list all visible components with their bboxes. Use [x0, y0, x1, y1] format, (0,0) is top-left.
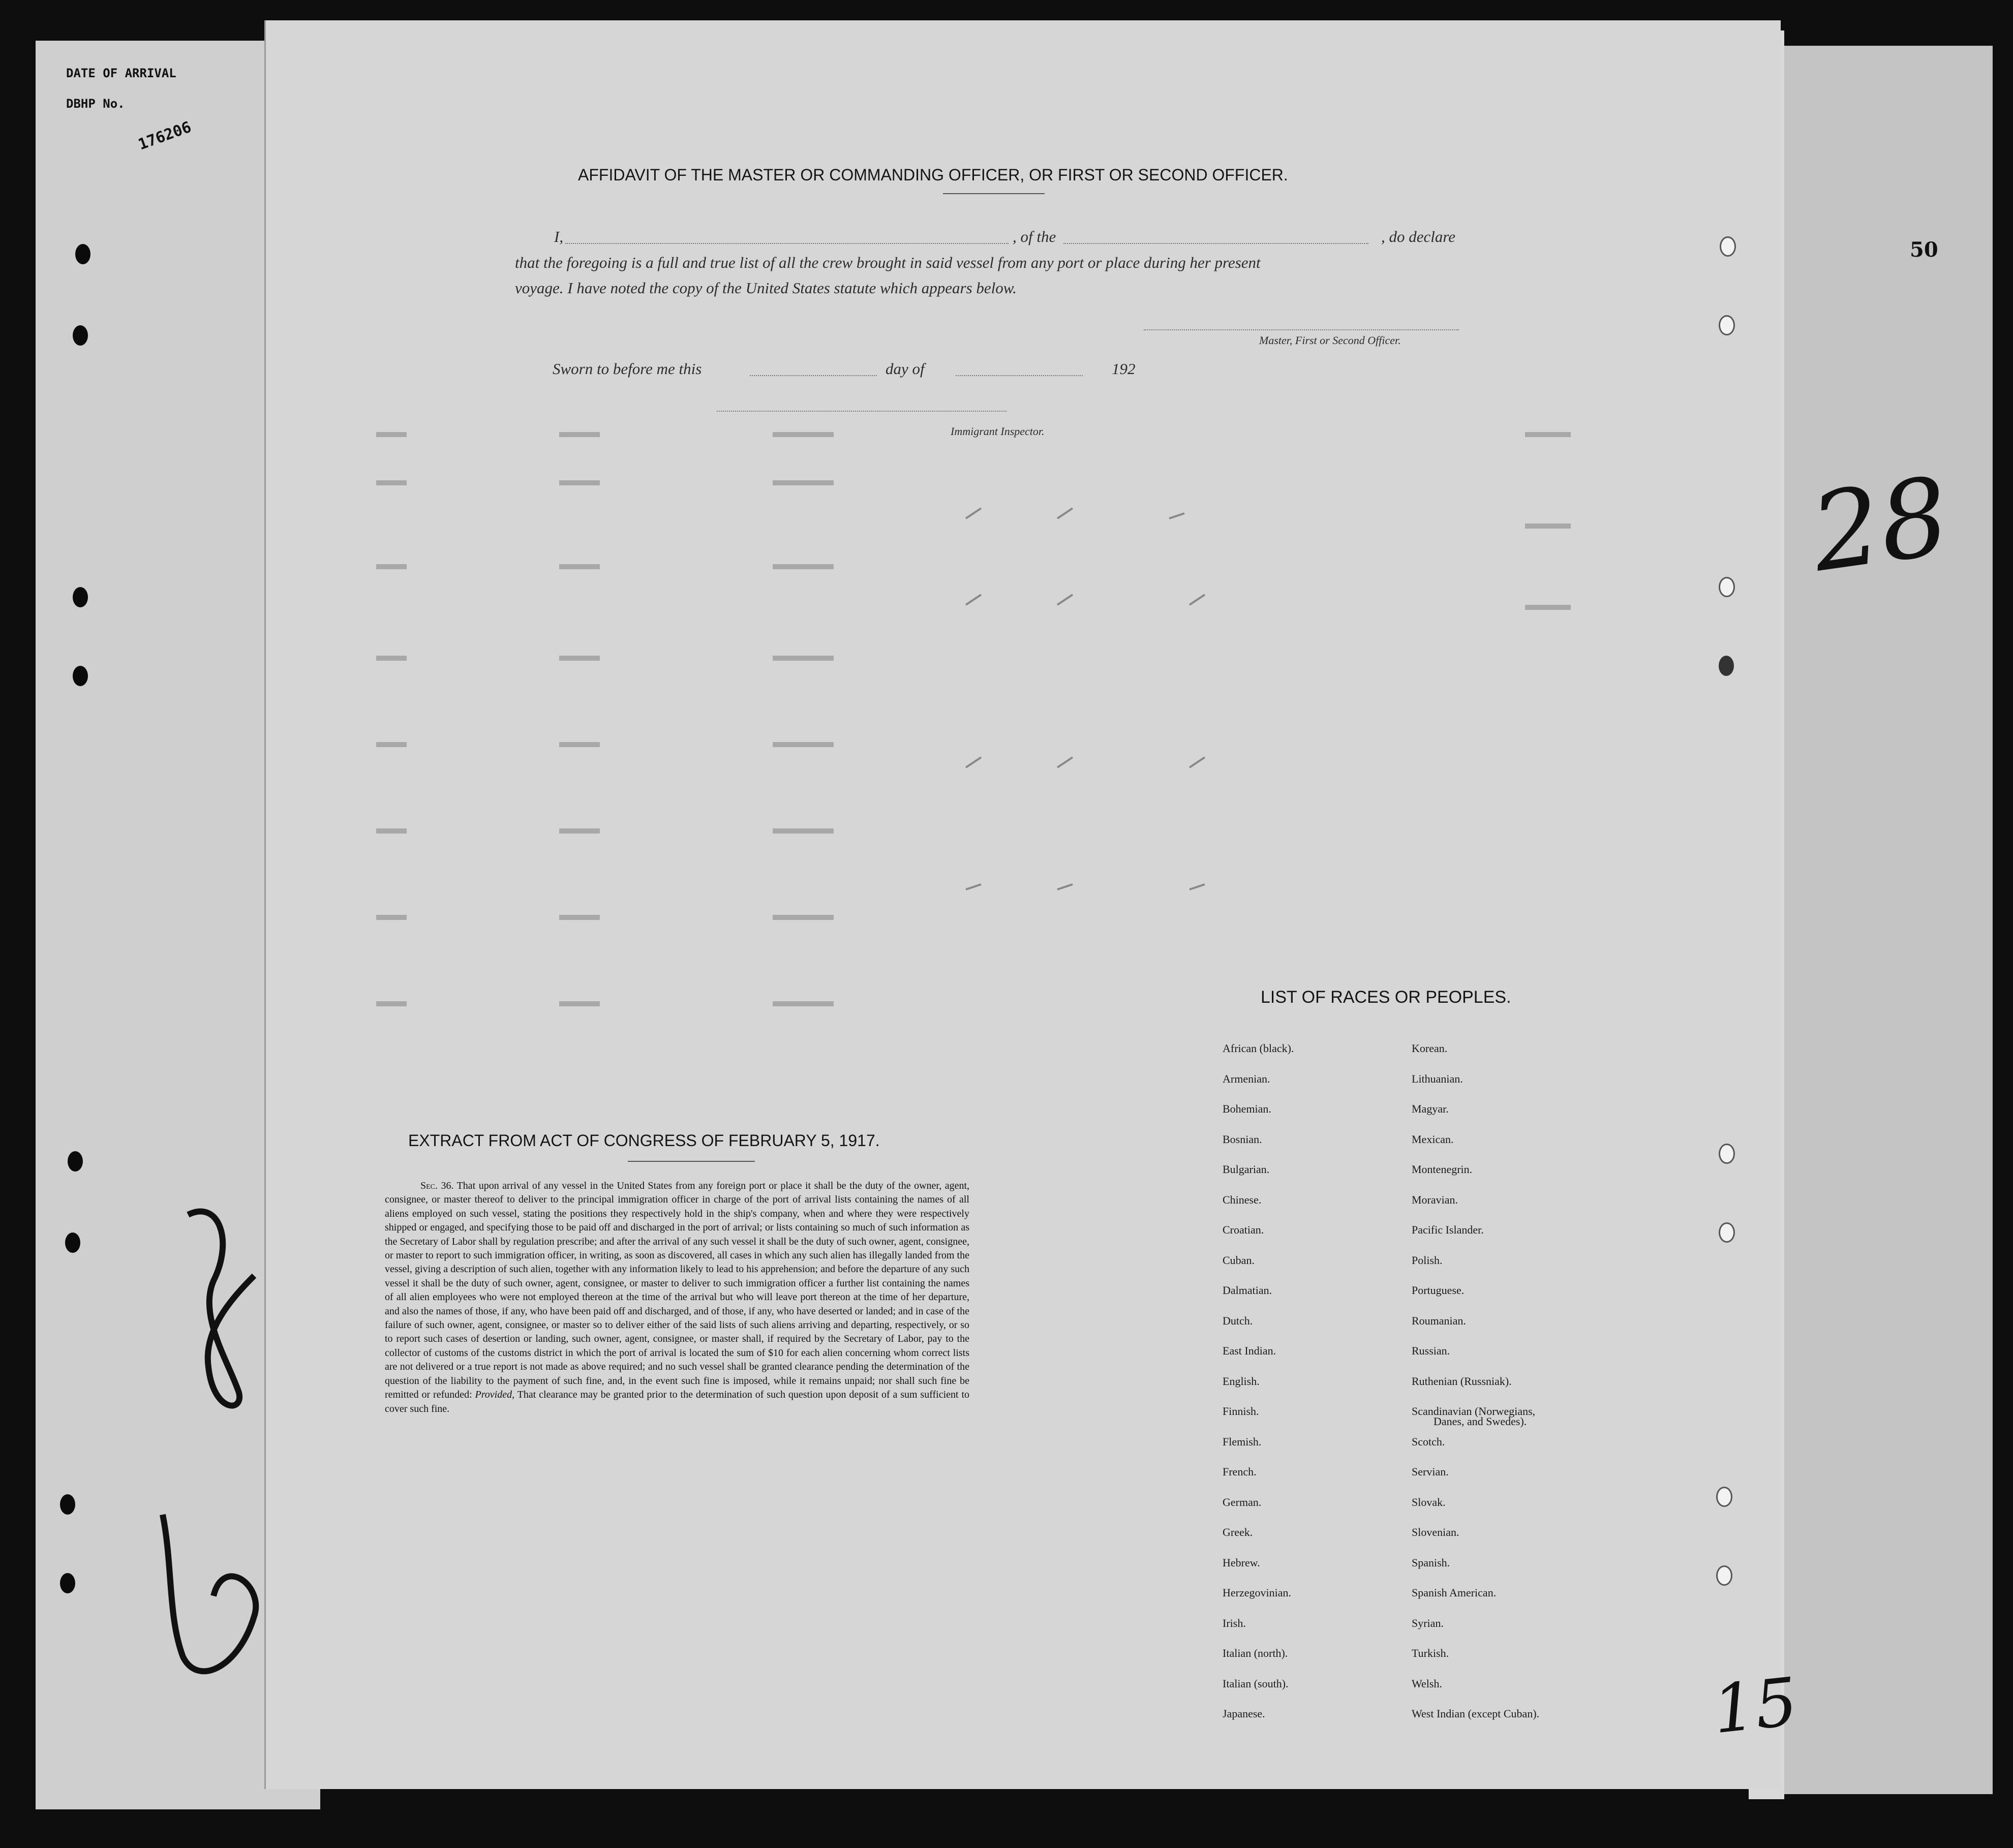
punch-hole	[73, 666, 88, 686]
affidavit-line1-end: , do declare	[1381, 228, 1456, 245]
sworn-day-line	[750, 375, 877, 376]
title-underline	[943, 193, 1045, 194]
race-item: Slovak.	[1412, 1495, 1446, 1508]
punch-hole	[1716, 1487, 1732, 1507]
sworn-day-of: day of	[886, 360, 925, 378]
extract-proviso-label: Provided,	[475, 1389, 515, 1401]
affidavit-line2: that the foregoing is a full and true list of all the crew brought in said vessel from any port or place during her present	[515, 254, 1261, 271]
extract-body	[385, 1179, 969, 1416]
race-item: Turkish.	[1412, 1647, 1449, 1659]
punch-hole	[1719, 656, 1734, 676]
handwritten-number: 28	[1804, 453, 1956, 596]
punch-hole	[1716, 1565, 1732, 1586]
race-item: Greek.	[1223, 1526, 1253, 1538]
race-item: Flemish.	[1223, 1435, 1262, 1448]
race-item: African (black).	[1223, 1042, 1294, 1055]
extract-section-text: That upon arrival of any vessel in the United States from any foreign port or place it shall be the duty of the owner, agent, consignee, or master thereof to deliver to the principal immigration officer in charge of the port of arrival lists containing the names of all aliens employed on such vessel, stating the positions they respectively hold in the ship's company, when and where they were respectively shipped or engaged, and specifying those to be paid off and discharged in the port of arrival; or lists containing so much of such information as the Secretary of Labor shall by regulation prescribe; and after the arrival of any such vessel it shall be the duty of such owner, agent, consignee, or master to report to such immigration officer, in writing, as soon as discovered, all cases in which any such alien has illegally landed from the vessel, giving a description of such alien, together with any information likely to lead to his apprehension; and before the departure of any such vessel it shall be the duty of such owner, agent, consignee, or master to deliver to such immigration officer a further list containing the names of all alien employees who were not employed thereon at the time of the arrival but who will leave port thereon at the time of her departure, and also the names of those, if any, who have been paid off and discharged, and of those, if any, who have deserted or landed; and in case of the failure of such owner, agent, consignee, or master so to deliver either of the said lists of such aliens arriving and departing, respectively, or so to report such cases of desertion or landing, such owner, agent, consignee, or master shall, if required by the Secretary of Labor, pay to the collector of customs of the customs district in which the port of arrival is located the sum of $10 for each alien concerning whom correct lists are not delivered or a true report is not made as above required; and no such vessel shall be granted clearance pending the determination of the question of the liability to the payment of such fine, and, in the event such fine is imposed, while it remains unpaid; nor shall such fine be remitted or refunded:	[385, 1180, 970, 1401]
race-item: Spanish.	[1412, 1556, 1450, 1569]
race-item: Bulgarian.	[1223, 1163, 1270, 1176]
race-item: Dutch.	[1223, 1314, 1253, 1327]
race-item: Welsh.	[1412, 1677, 1442, 1690]
race-item: Dalmatian.	[1223, 1284, 1272, 1297]
punch-hole	[1719, 1144, 1735, 1164]
punch-hole	[68, 1151, 83, 1172]
race-item: Japanese.	[1223, 1707, 1265, 1720]
races-title: LIST OF RACES OR PEOPLES.	[1261, 988, 1511, 1007]
race-item: Cuban.	[1223, 1253, 1255, 1267]
race-item: Irish.	[1223, 1616, 1246, 1629]
extract-title: EXTRACT FROM ACT OF CONGRESS OF FEBRUARY 5, 1917.	[408, 1131, 880, 1150]
race-item: Bohemian.	[1223, 1102, 1271, 1115]
race-item: Slovenian.	[1412, 1526, 1459, 1538]
race-item: Moravian.	[1412, 1193, 1458, 1206]
race-item: Chinese.	[1223, 1193, 1262, 1206]
race-item: West Indian (except Cuban).	[1412, 1707, 1540, 1720]
punch-hole	[73, 587, 88, 607]
master-name-line	[565, 243, 1009, 244]
vessel-name-line	[1063, 243, 1368, 244]
race-item: Scotch.	[1412, 1435, 1445, 1448]
inspector-label: Immigrant Inspector.	[951, 425, 1045, 438]
race-item: Armenian.	[1223, 1072, 1270, 1085]
punch-hole	[75, 244, 90, 264]
sworn-month-line	[956, 375, 1083, 376]
race-item: Finnish.	[1223, 1405, 1259, 1418]
race-item: Bosnian.	[1223, 1132, 1262, 1146]
punch-hole	[60, 1494, 75, 1515]
race-item: Scandinavian (Norwegians,	[1412, 1405, 1536, 1418]
race-item: Pacific Islander.	[1412, 1223, 1484, 1236]
punch-hole	[1720, 236, 1736, 257]
race-item: English.	[1223, 1374, 1260, 1388]
race-item: Spanish American.	[1412, 1586, 1497, 1599]
arrival-stamp-line1: DATE OF ARRIVAL	[66, 66, 176, 80]
arrival-stamp-number: 176206	[136, 118, 194, 154]
arrival-stamp-line2: DBHP No.	[66, 97, 125, 111]
affidavit-line1-start: I,	[554, 228, 564, 245]
races-list-right	[1412, 1042, 1539, 1738]
sworn-year: 192	[1112, 360, 1136, 378]
punch-hole	[1719, 315, 1735, 335]
affidavit-line1-mid: , of the	[1013, 228, 1056, 245]
punch-hole	[1719, 577, 1735, 597]
extract-underline	[628, 1161, 755, 1162]
punch-hole	[60, 1573, 75, 1593]
sworn-text: Sworn to before me this	[553, 360, 702, 378]
race-item: Hebrew.	[1223, 1556, 1260, 1569]
affidavit-line3: voyage. I have noted the copy of the United States statute which appears below.	[515, 279, 1017, 297]
race-item: Mexican.	[1412, 1132, 1454, 1146]
punch-hole	[73, 325, 88, 346]
race-item: Polish.	[1412, 1253, 1443, 1267]
race-item: Servian.	[1412, 1465, 1449, 1478]
race-item: German.	[1223, 1495, 1262, 1508]
race-item: Roumanian.	[1412, 1314, 1466, 1327]
punch-hole	[65, 1233, 80, 1253]
race-item: East Indian.	[1223, 1344, 1276, 1357]
race-item: Lithuanian.	[1412, 1072, 1463, 1085]
extract-section-label: Sec. 36.	[420, 1180, 454, 1191]
race-item: Syrian.	[1412, 1616, 1444, 1629]
race-item: Montenegrin.	[1412, 1163, 1473, 1176]
race-item: Magyar.	[1412, 1102, 1449, 1115]
race-item: Herzegovinian.	[1223, 1586, 1291, 1599]
race-item: French.	[1223, 1465, 1257, 1478]
inspector-signature-line	[717, 411, 1006, 412]
race-item: Italian (south).	[1223, 1677, 1289, 1690]
handwritten-number-bottom: 15	[1709, 1662, 1801, 1749]
underlying-right-sheet	[1779, 46, 1993, 1794]
page-number: 50	[1910, 238, 1938, 262]
race-item: Ruthenian (Russniak).	[1412, 1374, 1512, 1388]
race-item: Croatian.	[1223, 1223, 1264, 1236]
punch-hole	[1719, 1222, 1735, 1243]
races-scandinavian-continued: Danes, and Swedes).	[1434, 1415, 1527, 1428]
affidavit-title: AFFIDAVIT OF THE MASTER OR COMMANDING OFFICER, OR FIRST OR SECOND OFFICER.	[578, 166, 1288, 184]
race-item: Korean.	[1412, 1042, 1448, 1055]
races-list-left	[1223, 1042, 1294, 1738]
race-item: Russian.	[1412, 1344, 1450, 1357]
signature-label: Master, First or Second Officer.	[1259, 334, 1401, 347]
race-item: Portuguese.	[1412, 1284, 1465, 1297]
signature-line	[1144, 329, 1459, 330]
extract-proviso-text: That clearance may be granted prior to the determination of such question upon deposit of a sum sufficient to cover such fine.	[385, 1389, 970, 1414]
race-item: Italian (north).	[1223, 1647, 1288, 1659]
